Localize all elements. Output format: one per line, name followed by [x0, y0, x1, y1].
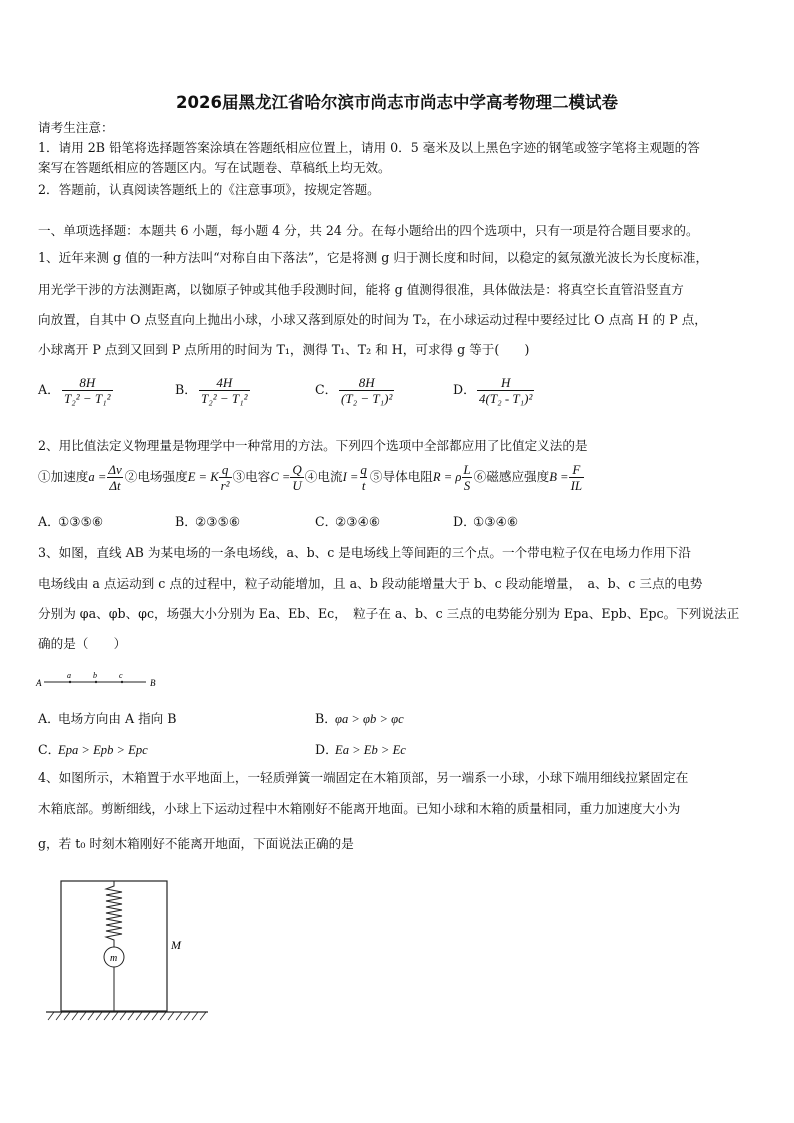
denominator: U	[292, 478, 302, 493]
formula	[339, 375, 394, 406]
denominator: T₂² − T₁²	[201, 391, 248, 406]
numerator: F	[572, 462, 581, 477]
ground-hatch	[48, 1012, 206, 1020]
option-text: ①③④⑥	[473, 514, 519, 529]
numerator: L	[463, 462, 471, 477]
point-b-dot	[95, 681, 97, 683]
formula	[199, 375, 250, 406]
numerator: 4H	[216, 375, 233, 390]
q4-line-3: g，若 t₀ 时刻木箱刚好不能离开地面，下面说法正确的是	[38, 836, 354, 851]
q4-line-2: 木箱底部。剪断细线，小球上下运动过程中木箱刚好不能离开地面。已知小球和木箱的质量相同，重力加速度大小为	[38, 801, 681, 816]
option-text: Epa > Epb > Epc	[58, 743, 148, 757]
q1-option-c	[315, 375, 394, 406]
label-A: A	[36, 678, 42, 688]
option-label: C．	[38, 742, 61, 757]
q3-option-c	[38, 739, 148, 758]
point-c-dot	[121, 681, 123, 683]
def-lhs: a =	[88, 470, 107, 484]
def-5	[370, 462, 473, 493]
q2-stem: 2、用比值法定义物理量是物理学中一种常用的方法。下列四个选项中全部都应用了比值定义法的是	[38, 438, 588, 453]
numerator: 8H	[79, 375, 96, 390]
numerator: Δv	[108, 462, 122, 477]
q3-line-3: 分别为 φa、φb、φc，场强大小分别为 Ea、Eb、Ec， 粒子在 a、b、c 三点的电势能分别为 Epa、Epb、Epc。下列说法正	[38, 606, 740, 621]
formula	[461, 462, 472, 493]
option-label: C．	[315, 514, 338, 529]
q1-option-b	[175, 375, 250, 406]
q4-line-1: 4、如图所示，木箱置于水平地面上，一轻质弹簧一端固定在木箱顶部，另一端系一小球，小球下端用细线拉紧固定在	[38, 770, 689, 785]
def-lhs: R = ρ	[432, 470, 462, 484]
def-mark: ④	[304, 469, 318, 484]
q2-option-b	[175, 511, 240, 530]
notice-item-1-line-1: 1．请用 2B 铅笔将选择题答案涂填在答题纸相应位置上，请用 0．5 毫米及以上黑色字迹的钢笔或签字笔将主观题的答	[38, 140, 700, 155]
def-3	[233, 462, 304, 493]
q1-option-d	[453, 375, 534, 406]
q2-option-a	[38, 511, 103, 530]
notice-heading: 请考生注意：	[38, 120, 114, 135]
notice-item-1-line-2: 案写在答题纸相应的答题区内。写在试题卷、草稿纸上均无效。	[38, 160, 391, 175]
option-text: ①③⑤⑥	[58, 514, 104, 529]
option-text: φa > φb > φc	[335, 712, 404, 726]
option-text: ②③④⑥	[335, 514, 381, 529]
spring	[106, 881, 122, 947]
label-c: c	[119, 671, 123, 680]
q4-box-spring-figure	[40, 876, 215, 1026]
denominator: (T₂ − T₁)²	[341, 391, 393, 406]
formula	[358, 462, 369, 493]
def-1	[38, 462, 124, 493]
def-mark: ①	[38, 469, 51, 484]
option-label: A．	[38, 514, 60, 529]
def-lhs: E = K	[187, 470, 219, 484]
formula	[477, 375, 534, 406]
denominator: IL	[570, 478, 583, 493]
option-text: 电场方向由 A 指向 B	[58, 711, 177, 726]
denominator: Δt	[109, 478, 121, 493]
option-label: D．	[453, 382, 476, 397]
label-B: B	[150, 678, 156, 688]
option-label: B．	[175, 382, 197, 397]
def-name: 磁感应强度	[486, 469, 550, 484]
def-mark: ⑤	[369, 469, 383, 484]
label-b: b	[93, 671, 97, 680]
formula	[62, 375, 113, 406]
page-title: 2026届黑龙江省哈尔滨市尚志市尚志中学高考物理二模试卷	[176, 93, 618, 112]
denominator: S	[463, 478, 471, 493]
option-label: D．	[315, 742, 338, 757]
box-label: M	[171, 938, 181, 952]
q3-option-b	[315, 708, 404, 727]
numerator: 8H	[358, 375, 375, 390]
option-text: ②③⑤⑥	[195, 514, 241, 529]
q1-line-3: 向放置，自其中 O 点竖直向上抛出小球，小球又落到原处的时间为 T₂，在小球运动过程中要经过比 O 点高 H 的 P 点，	[38, 312, 707, 327]
formula	[219, 462, 232, 493]
option-label: B．	[315, 711, 337, 726]
denominator: 4(T₂ - T₁)²	[479, 391, 533, 406]
option-label: B．	[175, 514, 197, 529]
q3-option-a	[38, 708, 177, 727]
def-lhs: I =	[342, 470, 359, 484]
point-a-dot	[69, 681, 71, 683]
option-label: C．	[315, 382, 338, 397]
notice-item-2: 2．答题前，认真阅读答题纸上的《注意事项》，按规定答题。	[38, 182, 380, 197]
def-name: 电流	[317, 469, 343, 484]
def-name: 加速度	[50, 469, 89, 484]
q2-option-d	[453, 511, 518, 530]
q3-option-d	[315, 739, 406, 758]
def-name: 电场强度	[137, 469, 188, 484]
q1-line-1: 1、近年来测 g 值的一种方法叫“对称自由下落法”，它是将测 g 归于测长度和时间，以稳定的氦氖激光波长为长度标准，	[38, 250, 709, 265]
def-2	[125, 462, 232, 493]
label-a: a	[67, 671, 71, 680]
def-6	[474, 462, 584, 493]
option-text: Ea > Eb > Ec	[335, 743, 406, 757]
formula	[106, 462, 123, 493]
q3-line-2: 电场线由 a 点运动到 c 点的过程中，粒子动能增加，且 a、b 段动能增量大于 b、c 段动能增量， a、b、c 三点的电势	[38, 576, 703, 591]
q1-option-a	[38, 375, 113, 406]
def-name: 导体电阻	[382, 469, 433, 484]
formula	[569, 462, 585, 493]
ball-label: m	[110, 953, 118, 964]
q2-definitions	[38, 462, 584, 493]
numerator: Q	[292, 462, 302, 477]
def-mark: ③	[232, 469, 246, 484]
def-lhs: B =	[549, 470, 569, 484]
denominator: r²	[220, 478, 230, 493]
option-label: A．	[38, 382, 60, 397]
def-lhs: C =	[270, 470, 291, 484]
denominator: t	[361, 478, 366, 493]
q3-field-line-figure	[34, 668, 164, 690]
option-label: A．	[38, 711, 60, 726]
q3-line-1: 3、如图，直线 AB 为某电场的一条电场线，a、b、c 是电场线上等间距的三个点。一个带电粒子仅在电场力作用下沿	[38, 545, 691, 560]
numerator: q	[360, 462, 367, 477]
option-label: D．	[453, 514, 476, 529]
def-mark: ②	[124, 469, 138, 484]
section-heading: 一、单项选择题：本题共 6 小题，每小题 4 分，共 24 分。在每小题给出的四个选项中，只有一项是符合题目要求的。	[38, 223, 699, 238]
q2-option-c	[315, 511, 380, 530]
def-4	[305, 462, 369, 493]
numerator: q	[221, 462, 229, 477]
q3-line-4: 确的是（ ）	[38, 636, 127, 651]
formula	[290, 462, 303, 493]
denominator: T₂² − T₁²	[64, 391, 111, 406]
def-name: 电容	[245, 469, 271, 484]
numerator: H	[501, 375, 511, 390]
def-mark: ⑥	[473, 469, 487, 484]
q1-line-2: 用光学干涉的方法测距离，以铷原子钟或其他手段测时间，能将 g 值测得很准，具体做法是：将真空长直管沿竖直方	[38, 282, 684, 297]
q1-line-4: 小球离开 P 点到又回到 P 点所用的时间为 T₁，测得 T₁、T₂ 和 H，可求得 g 等于( )	[38, 342, 530, 357]
